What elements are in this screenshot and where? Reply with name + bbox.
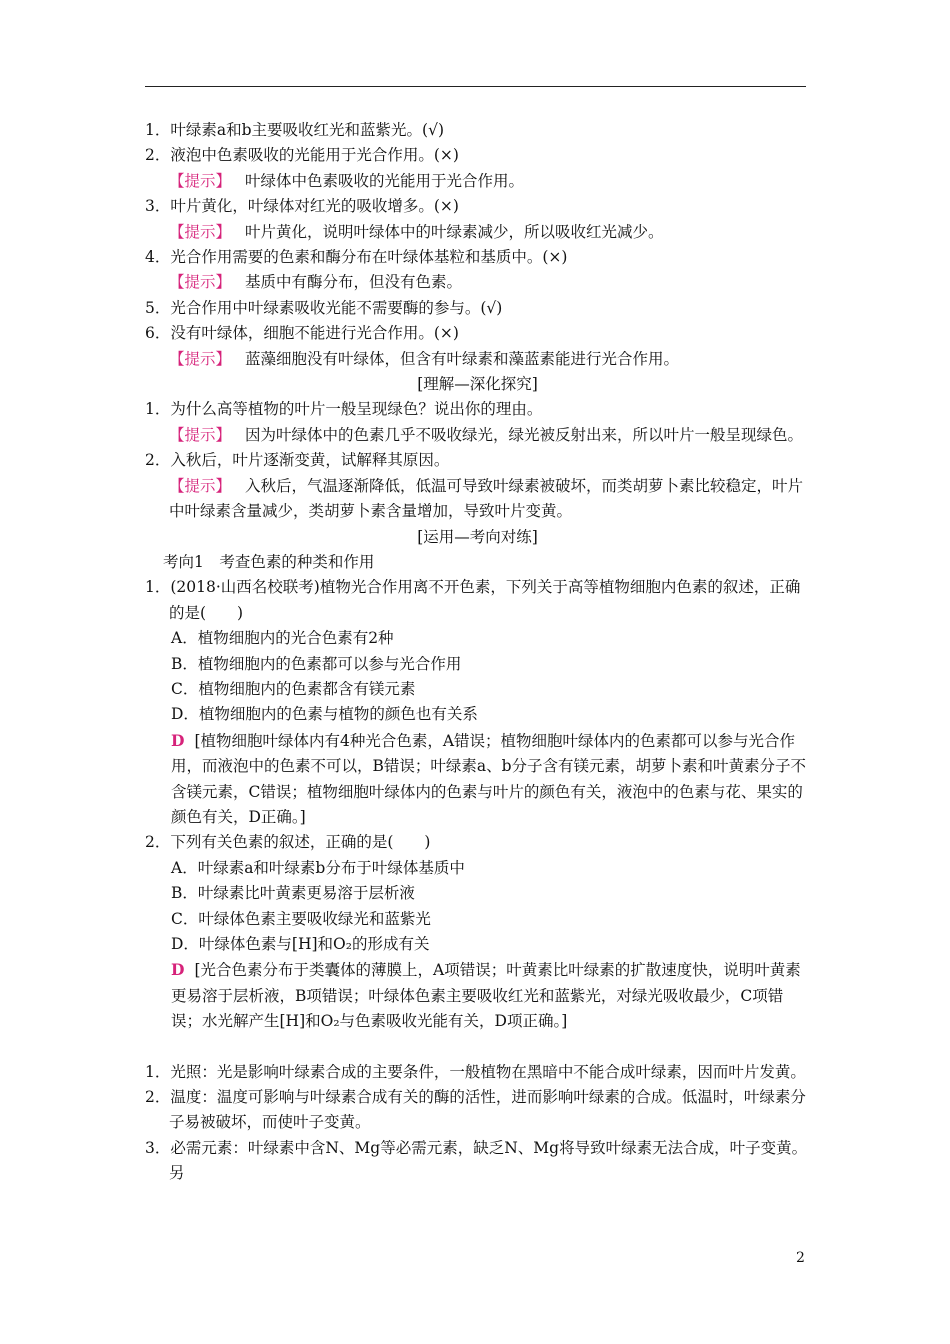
- item-text: 2．液泡中色素吸收的光能用于光合作用。(×): [145, 146, 459, 165]
- hint-text: 叶绿体中色素吸收的光能用于光合作用。: [245, 171, 525, 190]
- numbered-item: [145, 448, 810, 473]
- answer-option: A．叶绿素a和叶绿素b分布于叶绿体基质中: [171, 858, 465, 877]
- item-text: 1．光照：光是影响叶绿素合成的主要条件，一般植物在黑暗中不能合成叶绿素，因而叶片发黄。: [145, 1062, 806, 1081]
- hint-tag: 【提示】: [169, 273, 232, 292]
- numbered-item: [145, 1085, 810, 1136]
- item-text: 2．下列有关色素的叙述，正确的是( ): [145, 833, 431, 852]
- hint-tag: 【提示】: [169, 425, 232, 444]
- hint-tag: 【提示】: [169, 476, 232, 495]
- numbered-item: [145, 143, 810, 168]
- numbered-item: [145, 1136, 810, 1187]
- document-body: [145, 118, 810, 1187]
- page-number: 2: [796, 1250, 805, 1266]
- section-heading: [理解—深化探究]: [417, 375, 538, 394]
- answer-option: C．叶绿体色素主要吸收绿光和蓝紫光: [171, 909, 431, 928]
- item-text: 1．叶绿素a和b主要吸收红光和蓝紫光。(√): [145, 121, 444, 139]
- answer-option: D．植物细胞内的色素与植物的颜色也有关系: [171, 705, 478, 724]
- numbered-item: [145, 1060, 810, 1085]
- answer-letter: D: [171, 960, 185, 980]
- hint-tag: 【提示】: [169, 349, 232, 368]
- numbered-item: [145, 397, 810, 422]
- answer-explanation: [145, 728, 810, 831]
- item-text: 1．为什么高等植物的叶片一般呈现绿色？说出你的理由。: [145, 400, 543, 419]
- answer-option: C．植物细胞内的色素都含有镁元素: [171, 679, 416, 698]
- answer-option: A．植物细胞内的光合色素有2种: [171, 629, 394, 648]
- item-text: 3．必需元素：叶绿素中含N、Mg等必需元素，缺乏N、Mg将导致叶绿素无法合成，叶子变黄。另: [145, 1138, 808, 1183]
- hint-item: [145, 347, 810, 372]
- numbered-item: [145, 321, 810, 346]
- hint-item: [145, 270, 810, 295]
- hint-tag: 【提示】: [169, 222, 232, 241]
- numbered-item: [145, 194, 810, 219]
- answer-option: B．叶绿素比叶黄素更易溶于层析液: [171, 884, 415, 903]
- spacer: [145, 1035, 810, 1060]
- hint-item: [145, 423, 810, 448]
- answer-letter: D: [171, 730, 185, 750]
- hint-item: [145, 474, 810, 525]
- numbered-item: [145, 296, 810, 321]
- item-text: 3．叶片黄化，叶绿体对红光的吸收增多。(×): [145, 197, 459, 216]
- item-text: 2．入秋后，叶片逐渐变黄，试解释其原因。: [145, 451, 450, 470]
- explanation-text: [光合色素分布于类囊体的薄膜上，A项错误；叶黄素比叶绿素的扩散速度快，说明叶黄素更易溶于层析液，B项错误；叶绿体色素主要吸收红光和蓝紫光，对绿光吸收最少，C项错误；水光解产生[H]和O₂与色素吸收光能有关，D项正确。]: [171, 961, 801, 1031]
- item-text: 2．温度：温度可影响与叶绿素合成有关的酶的活性，进而影响叶绿素的合成。低温时，叶绿素分子易被破坏，而使叶子变黄。: [145, 1088, 806, 1132]
- item-text: 5．光合作用中叶绿素吸收光能不需要酶的参与。(√): [145, 298, 503, 317]
- numbered-item: [145, 245, 810, 270]
- hint-item: [145, 169, 810, 194]
- hint-text: 叶片黄化，说明叶绿体中的叶绿素减少，所以吸收红光减少。: [245, 222, 664, 241]
- numbered-item: [145, 118, 810, 143]
- hint-text: 基质中有酶分布，但没有色素。: [245, 273, 463, 292]
- section-heading: [运用—考向对练]: [417, 527, 538, 546]
- answer-explanation: [145, 957, 810, 1034]
- answer-option: D．叶绿体色素与[H]和O₂的形成有关: [171, 935, 430, 953]
- hint-tag: 【提示】: [169, 171, 232, 190]
- answer-option: B．植物细胞内的色素都可以参与光合作用: [171, 654, 462, 673]
- hint-text: 入秋后，气温逐渐降低，低温可导致叶绿素被破坏，而类胡萝卜素比较稳定，叶片中叶绿素含量减少，类胡萝卜素含量增加，导致叶片变黄。: [169, 476, 804, 521]
- item-text: 6．没有叶绿体，细胞不能进行光合作用。(×): [145, 324, 459, 343]
- hint-text: 因为叶绿体中的色素几乎不吸收绿光，绿光被反射出来，所以叶片一般呈现绿色。: [245, 425, 804, 444]
- item-text: 1．(2018·山西名校联考)植物光合作用离不开色素，下列关于高等植物细胞内色素的叙述，正确的是( ): [145, 578, 801, 622]
- hint-text: 蓝藻细胞没有叶绿体，但含有叶绿素和藻蓝素能进行光合作用。: [245, 349, 680, 368]
- numbered-item: [145, 575, 810, 626]
- topic-heading: 考向1 考查色素的种类和作用: [163, 552, 375, 571]
- item-text: 4．光合作用需要的色素和酶分布在叶绿体基粒和基质中。(×): [145, 248, 568, 267]
- explanation-text: [植物细胞叶绿体内有4种光合色素，A错误；植物细胞叶绿体内的色素都可以参与光合作用，而液泡中的色素不可以，B错误；叶绿素a、b分子含有镁元素，胡萝卜素和叶黄素分子不含镁元素，C错误；植物细胞叶绿体内的色素与叶片的颜色有关，液泡中的色素与花、果实的颜色有关，D正确。]: [171, 731, 807, 826]
- hint-item: [145, 220, 810, 245]
- numbered-item: [145, 830, 810, 855]
- header-rule: [145, 86, 806, 87]
